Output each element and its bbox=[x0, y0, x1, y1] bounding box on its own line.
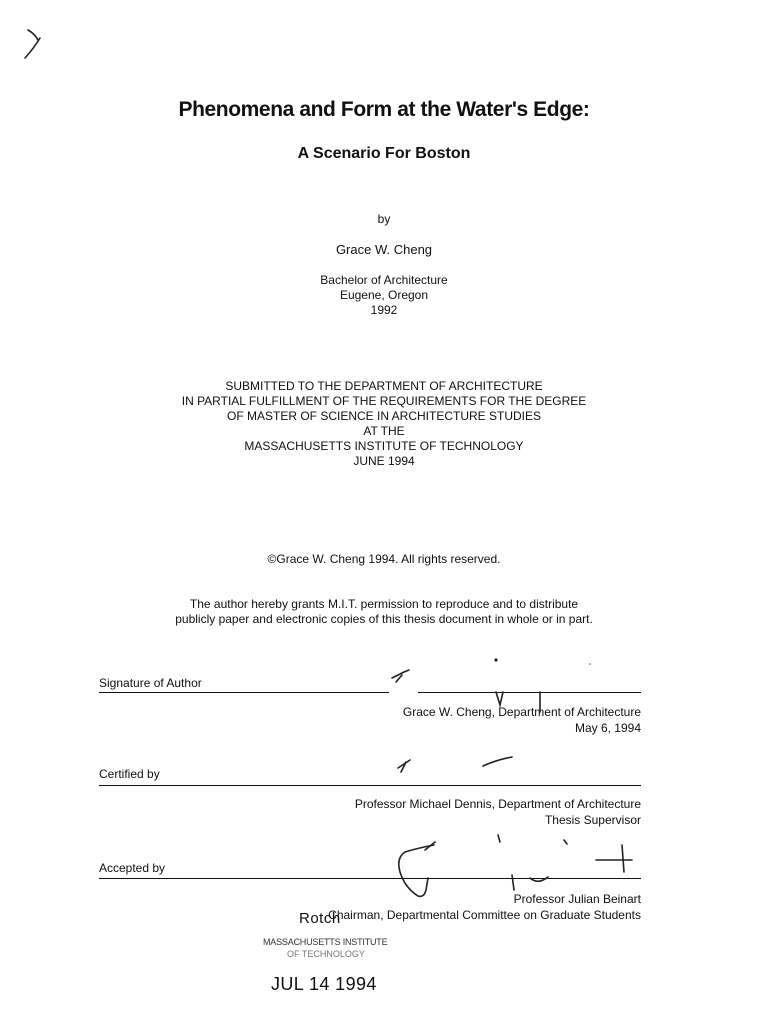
submission-line: OF MASTER OF SCIENCE IN ARCHITECTURE STUDIES bbox=[226, 409, 542, 423]
certified-by-label: Certified by bbox=[99, 767, 160, 781]
certified-signature-role: Thesis Supervisor bbox=[544, 813, 641, 827]
prior-location: Eugene, Oregon bbox=[339, 288, 429, 302]
thesis-subtitle: A Scenario For Boston bbox=[297, 145, 471, 162]
accepted-signature-name: Professor Julian Beinart bbox=[513, 892, 641, 906]
permission-line: The author hereby grants M.I.T. permission to reproduce and to distribute bbox=[189, 597, 579, 611]
author-signature-name: Grace W. Cheng, Department of Architecture bbox=[402, 705, 641, 719]
by-label: by bbox=[377, 212, 391, 226]
rotch-stamp: Rotch bbox=[299, 910, 341, 927]
submission-line: AT THE bbox=[363, 424, 405, 438]
submission-line: JUNE 1994 bbox=[353, 454, 415, 468]
thesis-title: Phenomena and Form at the Water's Edge: bbox=[178, 98, 590, 121]
submission-line: SUBMITTED TO THE DEPARTMENT OF ARCHITECTURE bbox=[225, 379, 543, 393]
author-name: Grace W. Cheng bbox=[335, 242, 433, 257]
author-signature-date: May 6, 1994 bbox=[574, 721, 641, 735]
certified-signature-name: Professor Michael Dennis, Department of Architecture bbox=[354, 797, 641, 811]
stamp-technology: OF TECHNOLOGY bbox=[287, 949, 365, 959]
stamp-date: JUL 14 1994 bbox=[271, 974, 377, 994]
prior-degree: Bachelor of Architecture bbox=[320, 273, 448, 287]
permission-line: publicly paper and electronic copies of this thesis document in whole or in part. bbox=[175, 612, 593, 626]
stamp-institute: MASSACHUSETTS INSTITUTE bbox=[263, 937, 388, 947]
accepted-by-label: Accepted by bbox=[99, 861, 166, 875]
prior-year: 1992 bbox=[370, 303, 398, 317]
copyright-notice: ©Grace W. Cheng 1994. All rights reserved. bbox=[267, 552, 501, 566]
accepted-signature-role: Chairman, Departmental Committee on Graduate Students bbox=[328, 908, 641, 922]
submission-line: MASSACHUSETTS INSTITUTE OF TECHNOLOGY bbox=[244, 439, 524, 453]
author-signature-label: Signature of Author bbox=[99, 676, 202, 690]
submission-line: IN PARTIAL FULFILLMENT OF THE REQUIREMENTS FOR THE DEGREE bbox=[181, 394, 587, 408]
